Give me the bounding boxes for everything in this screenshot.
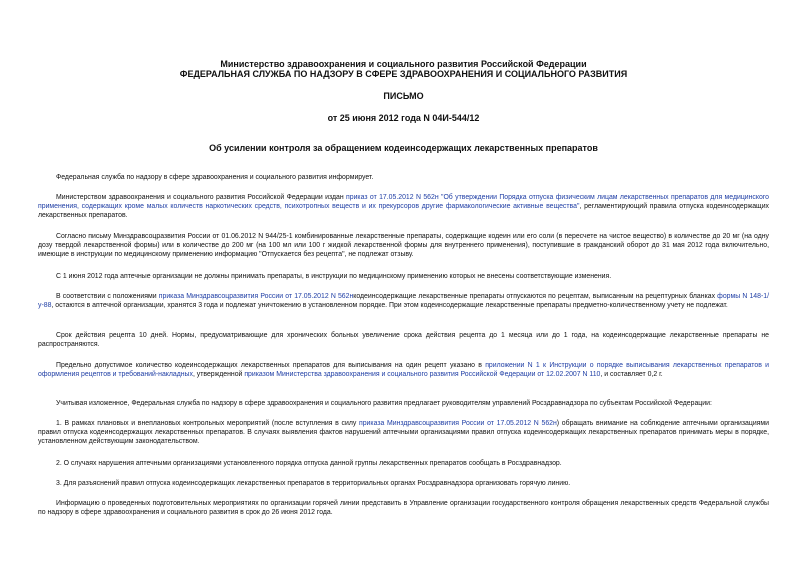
paragraph-7: Предельно допустимое количество кодеинсодержащих лекарственных препаратов для выписывания на один рецепт указано в приложении N 1 к Инструкции о порядке выписывания лекарственных препаратов и оформления рецептов и требований-накладных, утвержденной приказом Министерства здравоохранения и социального развития Российской Федерации от 12.02.2007 N 110, и составляет 0,2 г. (38, 362, 769, 378)
order-562n-link[interactable]: приказ от 17.05.2012 N 562н "Об утверждении Порядка отпуска физическим лицам лекарственных препаратов для медицинского применения, содержащих кроме малых количеств наркотических средств, психотропных веществ и их прекурсоров другие фармакологические активные вещества" (38, 194, 770, 210)
paragraph-2: Министерством здравоохранения и социального развития Российской Федерации издан приказ от 17.05.2012 N 562н "Об утверждении Порядка отпуска физическим лицам лекарственных препаратов для медицинского применения, содержащих кроме малых количеств наркотических средств, психотропных веществ и их прекурсоров другие фармакологические активные вещества", регламентирующий правила отпуска кодеинсодержащих лекарственных препаратов. (38, 194, 770, 219)
document-subject: Об усилении контроля за обращением кодеинсодержащих лекарственных препаратов (209, 143, 598, 153)
order-562n-link-3[interactable]: приказа Минздравсоцразвития России от 17.05.2012 N 562н (358, 420, 557, 427)
document-type: ПИСЬМО (383, 91, 424, 101)
paragraph-9: 1. В рамках плановых и внеплановых контрольных мероприятий (после вступления в силу приказа Минздравсоцразвития России от 17.05.2012 N 562н) обращать внимание на соблюдение аптечными организациями правил отпуска кодеинсодержащих лекарственных препаратов. В случаях выявления фактов нарушений аптечными организациями правил отпуска кодеинсодержащих лекарственных препаратов принимать меры в порядке, установленном действующим законодательством. (38, 420, 769, 445)
paragraph-1: Федеральная служба по надзору в сфере здравоохранения и социального развития информирует. (56, 174, 374, 181)
paragraph-6: Срок действия рецепта 10 дней. Нормы, предусматривающие для хронических больных увеличение срока действия рецепта до 1 месяца или до 1 года, на кодеинсодержащие лекарственные препараты не распространяются. (38, 332, 769, 348)
paragraph-5: В соответствии с положениями приказа Минздравсоцразвития России от 17.05.2012 N 562нкодеинсодержащие лекарственные препараты отпускаются по рецептам, выписанным на рецептурных бланках формы N 148-1/у-88, остаются в аптечной организации, хранятся 3 года и подлежат уничтожению в установленном порядке. При этом кодеинсодержащие лекарственные препараты предметно-количественному учету не подлежат. (38, 293, 770, 309)
ministry-heading: Министерство здравоохранения и социального развития Российской Федерации (220, 59, 587, 69)
paragraph-8: Учитывая изложенное, Федеральная служба по надзору в сфере здравоохранения и социального развития предлагает руководителям управлений Росздравнадзора по субъектам Российской Федерации: (56, 400, 712, 407)
document-date: от 25 июня 2012 года N 04И-544/12 (327, 113, 480, 123)
appendix-1-link[interactable]: приложении N 1 к Инструкции о порядке выписывания лекарственных препаратов и оформления рецептов и требований-накладных (38, 362, 769, 378)
order-562n-link-2[interactable]: приказа Минздравсоцразвития России от 17.05.2012 N 562н (158, 293, 354, 300)
paragraph-3: Согласно письму Минздравсоцразвития России от 01.06.2012 N 944/25-1 комбинированные лекарственные препараты, содержащие кодеин или его соли (в пересчете на чистое вещество) в количестве до 20 мг (на одну дозу твердой лекарственной формы) или в количестве до 200 мг (на 100 мл или 100 г жидкой лекарственной формы для внутреннего применения), поступившие в гражданский оборот до 31 мая 2012 года включительно, имеющие в инструкции по медицинскому применению информацию "Отпускается без рецепта", не подлежат отзыву. (38, 233, 769, 258)
paragraph-4: С 1 июня 2012 года аптечные организации не должны принимать препараты, в инструкции по медицинскому применению которых не внесены соответствующие изменения. (56, 273, 612, 280)
form-148-link[interactable]: формы N 148-1/у-88 (38, 293, 770, 309)
paragraph-11: 3. Для разъяснений правил отпуска кодеинсодержащих лекарственных препаратов в территориальных органах Росздравнадзора организовать горячую линию. (56, 480, 571, 487)
paragraph-12: Информацию о проведенных подготовительных мероприятиях по организации горячей линии представить в Управление организации государственного контроля обращения лекарственных средств Федеральной службы по надзору в сфере здравоохранения и социального развития в срок до 26 июня 2012 года. (38, 500, 769, 516)
service-heading: ФЕДЕРАЛЬНАЯ СЛУЖБА ПО НАДЗОРУ В СФЕРЕ ЗДРАВООХРАНЕНИЯ И СОЦИАЛЬНОГО РАЗВИТИЯ (179, 69, 628, 79)
paragraph-10: 2. О случаях нарушения аптечными организациями установленного порядка отпуска данной группы лекарственных препаратов сообщать в Росздравнадзор. (56, 460, 562, 467)
order-110-link[interactable]: приказом Министерства здравоохранения и социального развития Российской Федерации от 12.02.2007 N 110 (244, 371, 601, 378)
